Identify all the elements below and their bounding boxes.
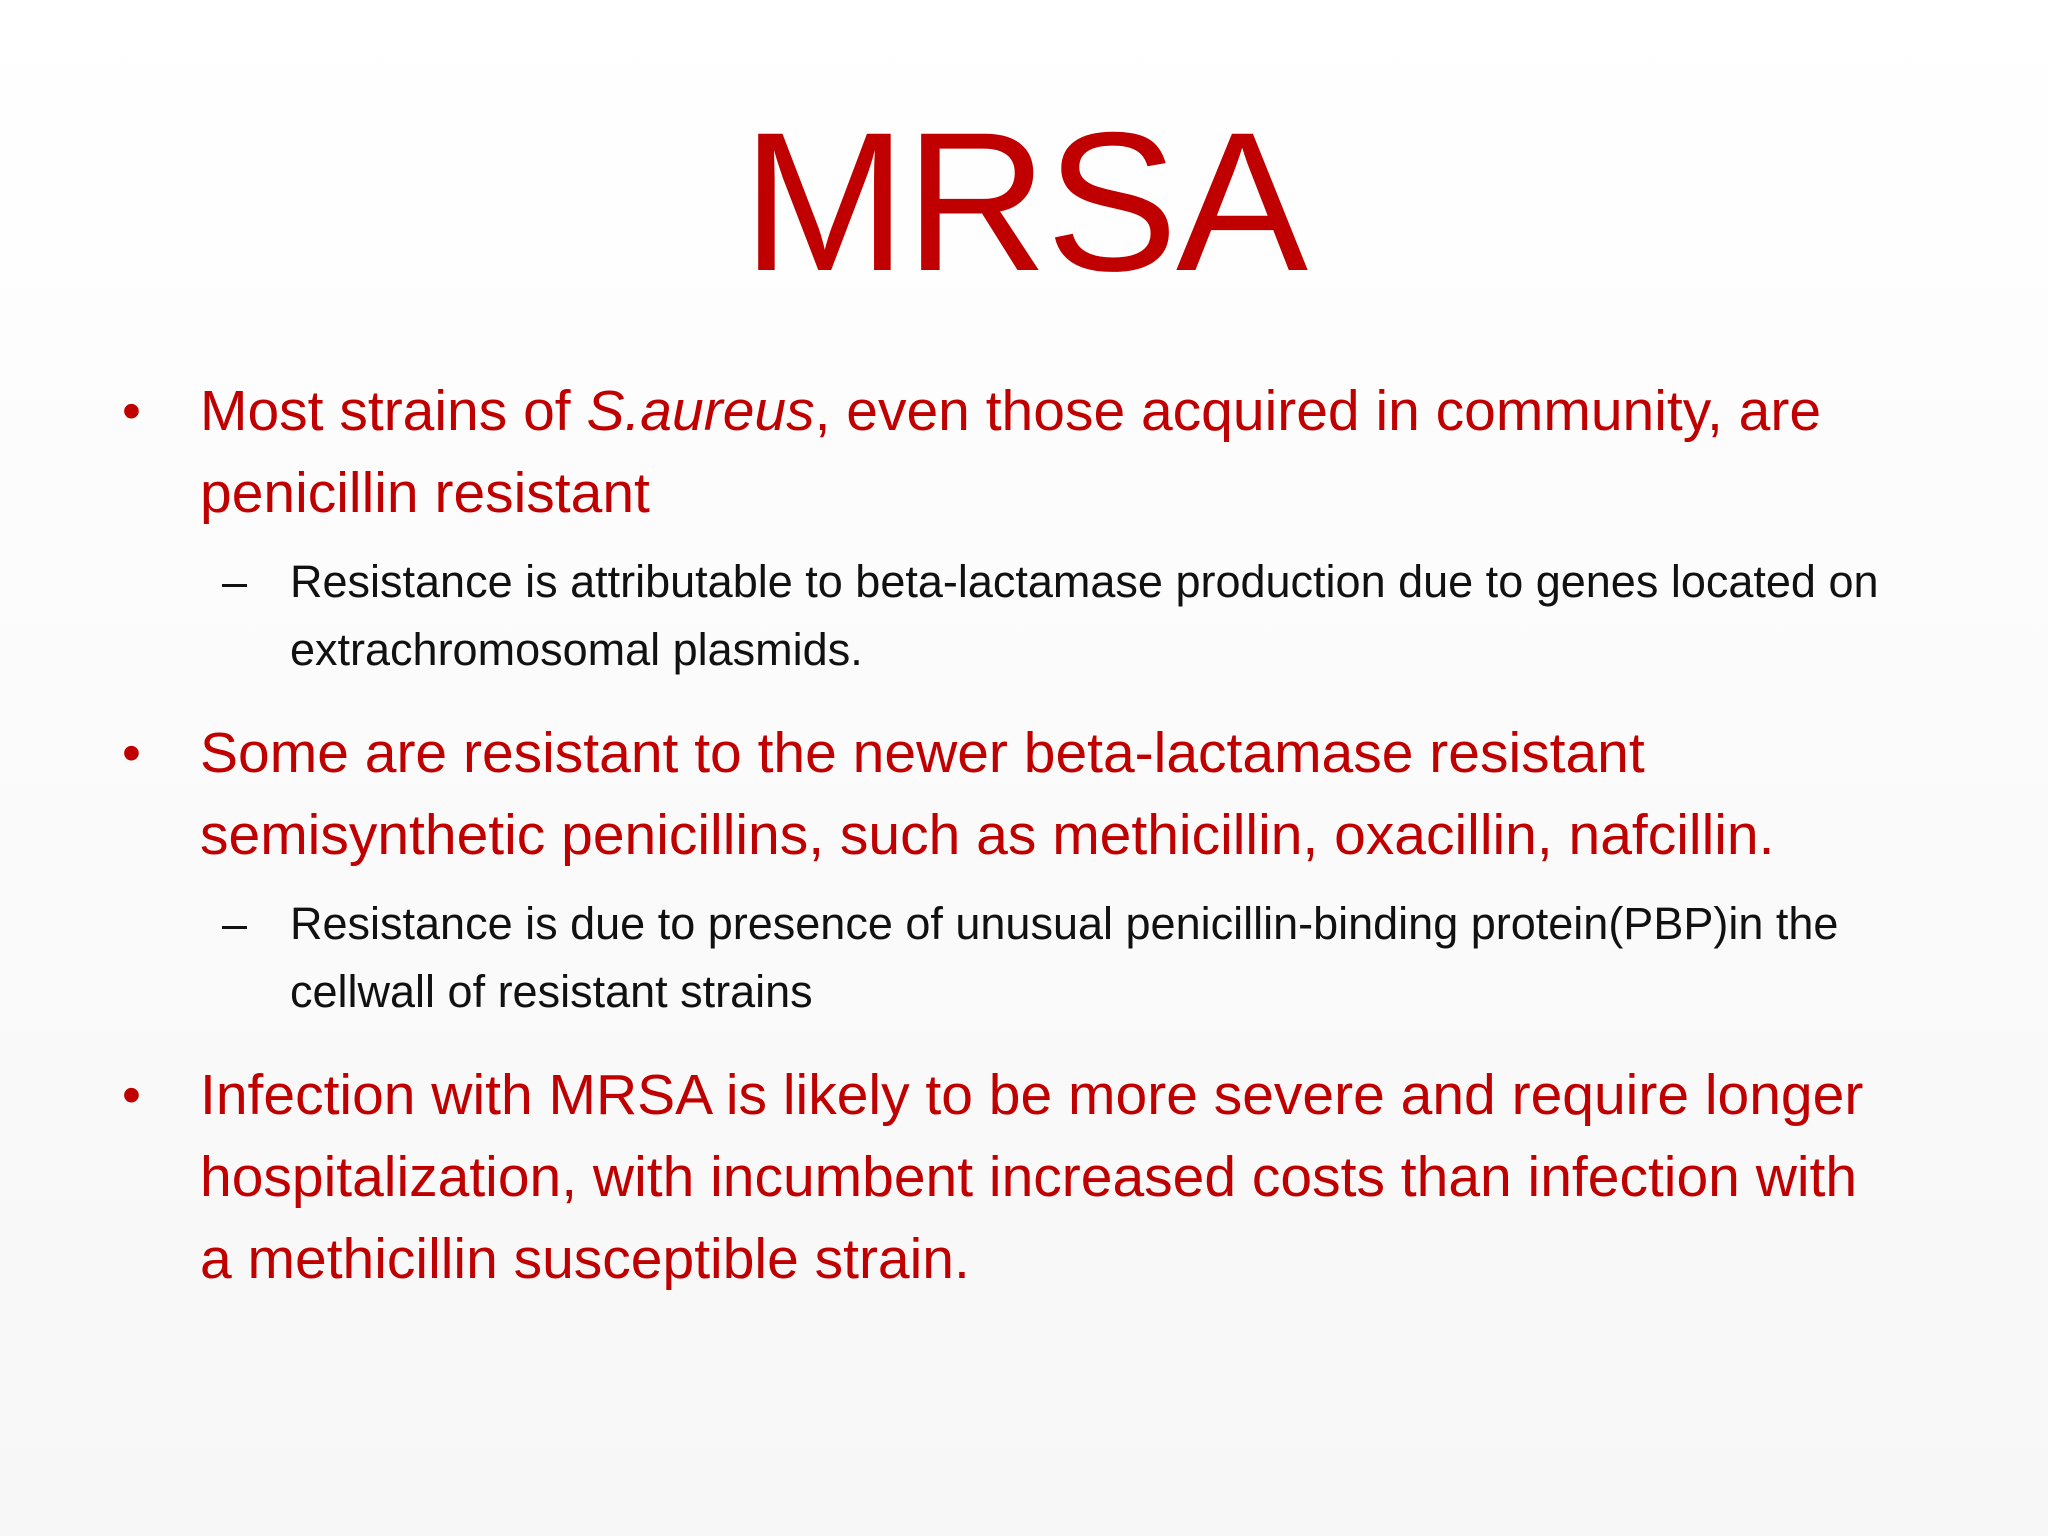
bullet-marker: • bbox=[122, 723, 141, 783]
sub-bullet-marker: – bbox=[222, 898, 248, 949]
slide-title: MRSA bbox=[741, 91, 1307, 312]
sub-bullet-text: Resistance is attributable to beta-lactamase production due to genes located on extrachromosomal plasmids. bbox=[290, 556, 1879, 675]
slide-body bbox=[0, 370, 2048, 1300]
bullet-item-1 bbox=[122, 370, 1900, 534]
bullet-marker: • bbox=[122, 381, 141, 441]
sub-bullet-item-2 bbox=[222, 890, 1910, 1026]
bullet-text: Infection with MRSA is likely to be more severe and require longer hospitalization, with incumbent increased costs than infection with a methicillin susceptible strain. bbox=[200, 1063, 1864, 1291]
sub-bullet-item-1 bbox=[222, 548, 1910, 684]
bullet-text: , even those acquired in community, are penicillin resistant bbox=[200, 379, 1822, 525]
bullet-text: Some are resistant to the newer beta-lactamase resistant semisynthetic penicillins, such as methicillin, oxacillin, nafcillin. bbox=[200, 721, 1775, 867]
sub-bullet-marker: – bbox=[222, 556, 248, 607]
sub-bullet-text: Resistance is due to presence of unusual penicillin-binding protein(PBP)in the cellwall of resistant strains bbox=[290, 898, 1839, 1017]
bullet-item-2 bbox=[122, 712, 1900, 876]
bullet-text: Most strains of bbox=[200, 379, 587, 443]
bullet-item-3 bbox=[122, 1054, 1900, 1300]
bullet-text-italic: S.aureus bbox=[586, 379, 815, 443]
bullet-marker: • bbox=[122, 1065, 141, 1125]
